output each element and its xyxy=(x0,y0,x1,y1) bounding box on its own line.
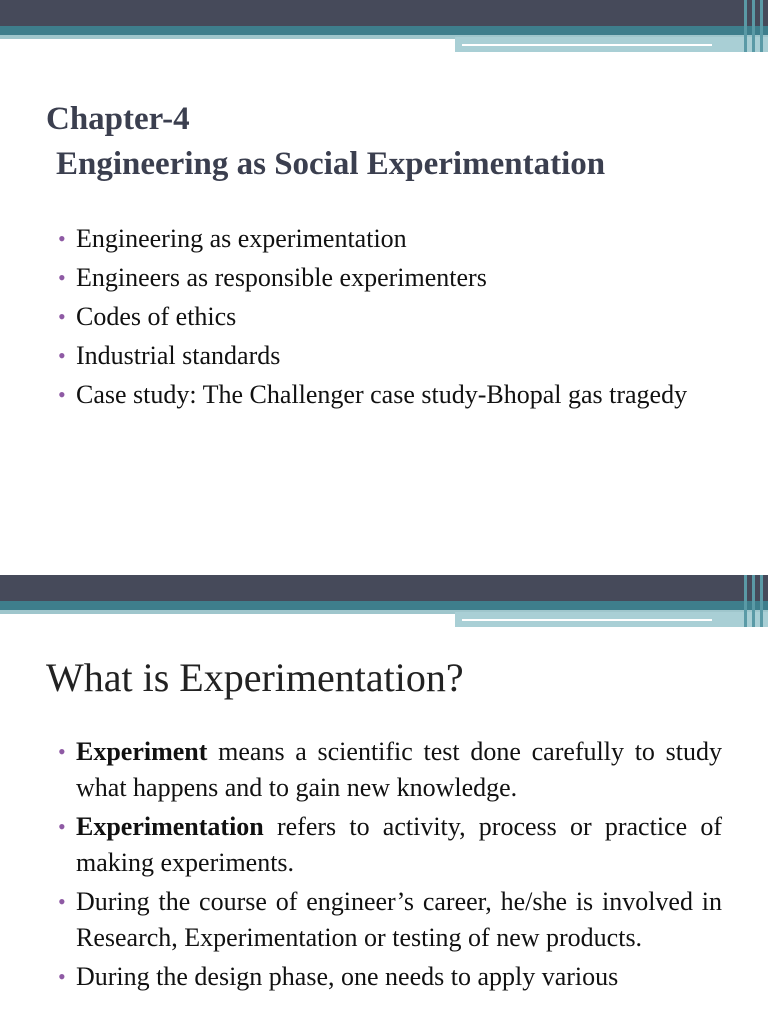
list-item-text: During the design phase, one needs to apply various xyxy=(76,962,619,991)
header-stripe xyxy=(744,575,747,627)
header-stripe xyxy=(752,0,755,52)
bullet-icon: • xyxy=(58,343,66,368)
list-item xyxy=(58,222,718,256)
chapter-label: Chapter-4 xyxy=(46,101,190,137)
header-stripe xyxy=(744,0,747,52)
list-item xyxy=(58,300,718,334)
header-dark-band xyxy=(0,0,768,26)
list-item xyxy=(58,809,722,881)
slide-header-decoration xyxy=(0,575,768,629)
bullet-icon: • xyxy=(58,889,66,914)
list-item-text: Engineers as responsible experimenters xyxy=(76,263,487,292)
header-stripe xyxy=(760,575,763,627)
list-item-text: Industrial standards xyxy=(76,341,281,370)
header-teal-band xyxy=(0,601,768,610)
header-teal-band xyxy=(0,26,768,35)
header-stripe xyxy=(752,575,755,627)
list-item xyxy=(58,884,722,956)
bullet-icon: • xyxy=(58,382,66,407)
term-bold: Experimentation xyxy=(76,812,264,841)
header-dark-band xyxy=(0,575,768,601)
list-item-text: Engineering as experimentation xyxy=(76,224,407,253)
list-item-text: refers to activity, process or practice of making experiments. xyxy=(76,812,722,877)
list-item-text: Case study: The Challenger case study-Bhopal gas tragedy xyxy=(76,380,688,409)
bullet-list xyxy=(58,222,718,417)
list-item xyxy=(58,959,722,995)
term-bold: Experiment xyxy=(76,737,208,766)
bullet-icon: • xyxy=(58,739,66,764)
slide-title: What is Experimentation? xyxy=(46,655,464,700)
bullet-list xyxy=(58,734,722,998)
list-item xyxy=(58,339,718,373)
header-stripe xyxy=(760,0,763,52)
slide-separator xyxy=(0,545,768,575)
header-tab-line xyxy=(462,619,712,621)
bullet-icon: • xyxy=(58,964,66,989)
slide-header-decoration xyxy=(0,0,768,54)
bullet-icon: • xyxy=(58,814,66,839)
list-item-text: Codes of ethics xyxy=(76,302,237,331)
bullet-icon: • xyxy=(58,226,66,251)
list-item xyxy=(58,261,718,295)
list-item-text: means a scientific test done carefully to study what happens and to gain new knowledge. xyxy=(76,737,722,802)
bullet-icon: • xyxy=(58,265,66,290)
list-item xyxy=(58,378,718,412)
list-item-text: During the course of engineer’s career, he/she is involved in Research, Experimentation or testing of new products. xyxy=(76,887,722,952)
header-tab-line xyxy=(462,44,712,46)
bullet-icon: • xyxy=(58,304,66,329)
slide-title: Engineering as Social Experimentation xyxy=(56,146,606,182)
list-item xyxy=(58,734,722,806)
